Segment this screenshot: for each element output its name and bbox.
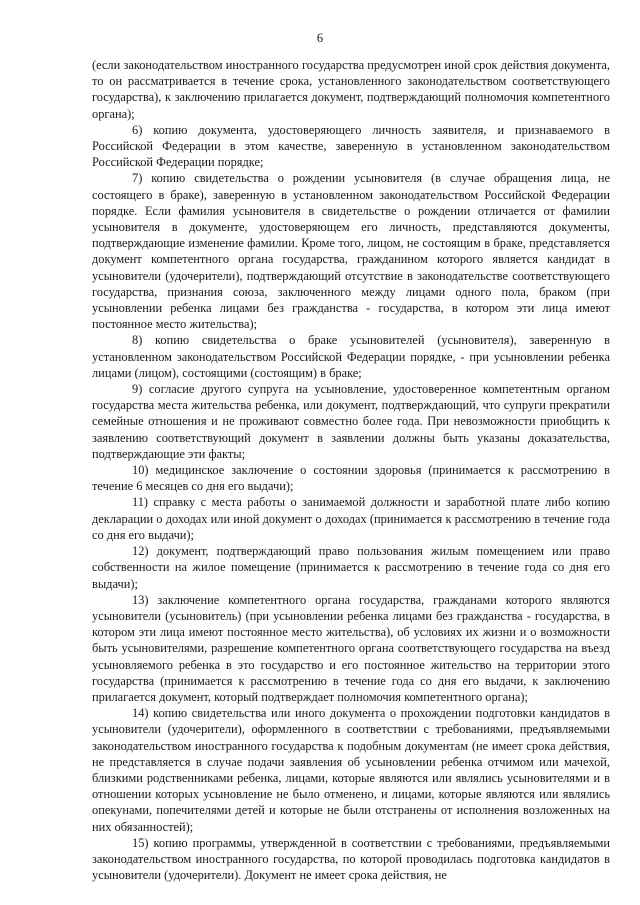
list-item-7: 7) копию свидетельства о рождении усыновителя (в случае обращения лица, не состоящего в браке), заверенную в установленном законодательством Российской Федерации порядке. Если фамилия усыновителя в свидетельстве о рождении отличается от фамилии усыновителя в документе, удостоверяющем его личность, представляются документы, подтверждающие изменение фамилии. Кроме того, лицом, не состоящим в браке, представляется документ компетентного органа государства, гражданином которого является кандидат в усыновители (удочерители), подтверждающий отсутствие в законодательстве соответствующего государства, признания союза, заключенного между лицами одного пола, браком (при усыновлении ребенка лицами без гражданства - государства, в котором эти лица имеют постоянное место жительства); <box>92 171 610 332</box>
list-item-11: 11) справку с места работы о занимаемой должности и заработной плате либо копию декларации о доходах или иной документ о доходах (принимается к рассмотрению в течение года со дня его выдачи); <box>92 495 610 542</box>
list-item-14: 14) копию свидетельства или иного документа о прохождении подготовки кандидатов в усыновители (удочерители), оформленного в соответствии с требованиями, предъявляемыми законодательством иностранного государства к подобным документам (не имеет срока действия, не представляется в случае подачи заявления об усыновлении ребенка отчимом или мачехой, близкими родственниками ребенка, лицами, которые являются или являлись усыновителями и в отношении которых усыновление не было отменено, и лицами, которые являются или являлись опекунами, попечителями детей и которые не были отстранены от исполнения возложенных на них обязанностей); <box>92 706 610 834</box>
document-body <box>92 57 610 883</box>
list-item-15: 15) копию программы, утвержденной в соответствии с требованиями, предъявляемыми законодательством иностранного государства, по которой проводилась подготовка кандидатов в усыновители (удочерители). Документ не имеет срока действия, не <box>92 835 610 883</box>
list-item-9: 9) согласие другого супруга на усыновление, удостоверенное компетентным органом государства места жительства ребенка, или документ, подтверждающий, что супруги прекратили семейные отношения и не проживают совместно более года. При невозможности приобщить к заявлению соответствующий документ в заявлении должны быть указаны доказательства, подтверждающие эти факты; <box>92 382 610 461</box>
list-item-8: 8) копию свидетельства о браке усыновителей (усыновителя), заверенную в установленном законодательством Российской Федерации порядке, - при усыновлении ребенка лицами (лицом), состоящими (состоящим) в браке; <box>92 333 610 380</box>
list-item-12: 12) документ, подтверждающий право пользования жилым помещением или право собственности на жилое помещение (принимается к рассмотрению в течение года со дня его выдачи); <box>92 544 610 591</box>
list-item-6: 6) копию документа, удостоверяющего личность заявителя, и признаваемого в Российской Федерации в этом качестве, заверенную в установленном законодательством Российской Федерации порядке; <box>92 122 610 170</box>
page-number: 6 <box>316 31 324 45</box>
paragraph-continuation: (если законодательством иностранного государства предусмотрен иной срок действия документа, то он рассматривается в течение срока, установленного законодательством соответствующего государства), к заключению прилагается документ, подтверждающий полномочия компетентного органа); <box>92 58 610 121</box>
list-item-13: 13) заключение компетентного органа государства, гражданами которого являются усыновители (усыновитель) (при усыновлении ребенка лицами без гражданства - государства, в котором эти лица имеют постоянное место жительства), об условиях их жизни и о возможности быть усыновителями, разрешение компетентного органа соответствующего государства на въезд усыновляемого ребенка в это государство и его постоянное жительство на территории этого государства (принимается к рассмотрению в течение года со дня его выдачи, к заключению прилагается документ, который подтверждает полномочия компетентного органа); <box>92 592 610 704</box>
list-item-10: 10) медицинское заключение о состоянии здоровья (принимается к рассмотрению в течение 6 месяцев со дня его выдачи); <box>92 463 610 494</box>
